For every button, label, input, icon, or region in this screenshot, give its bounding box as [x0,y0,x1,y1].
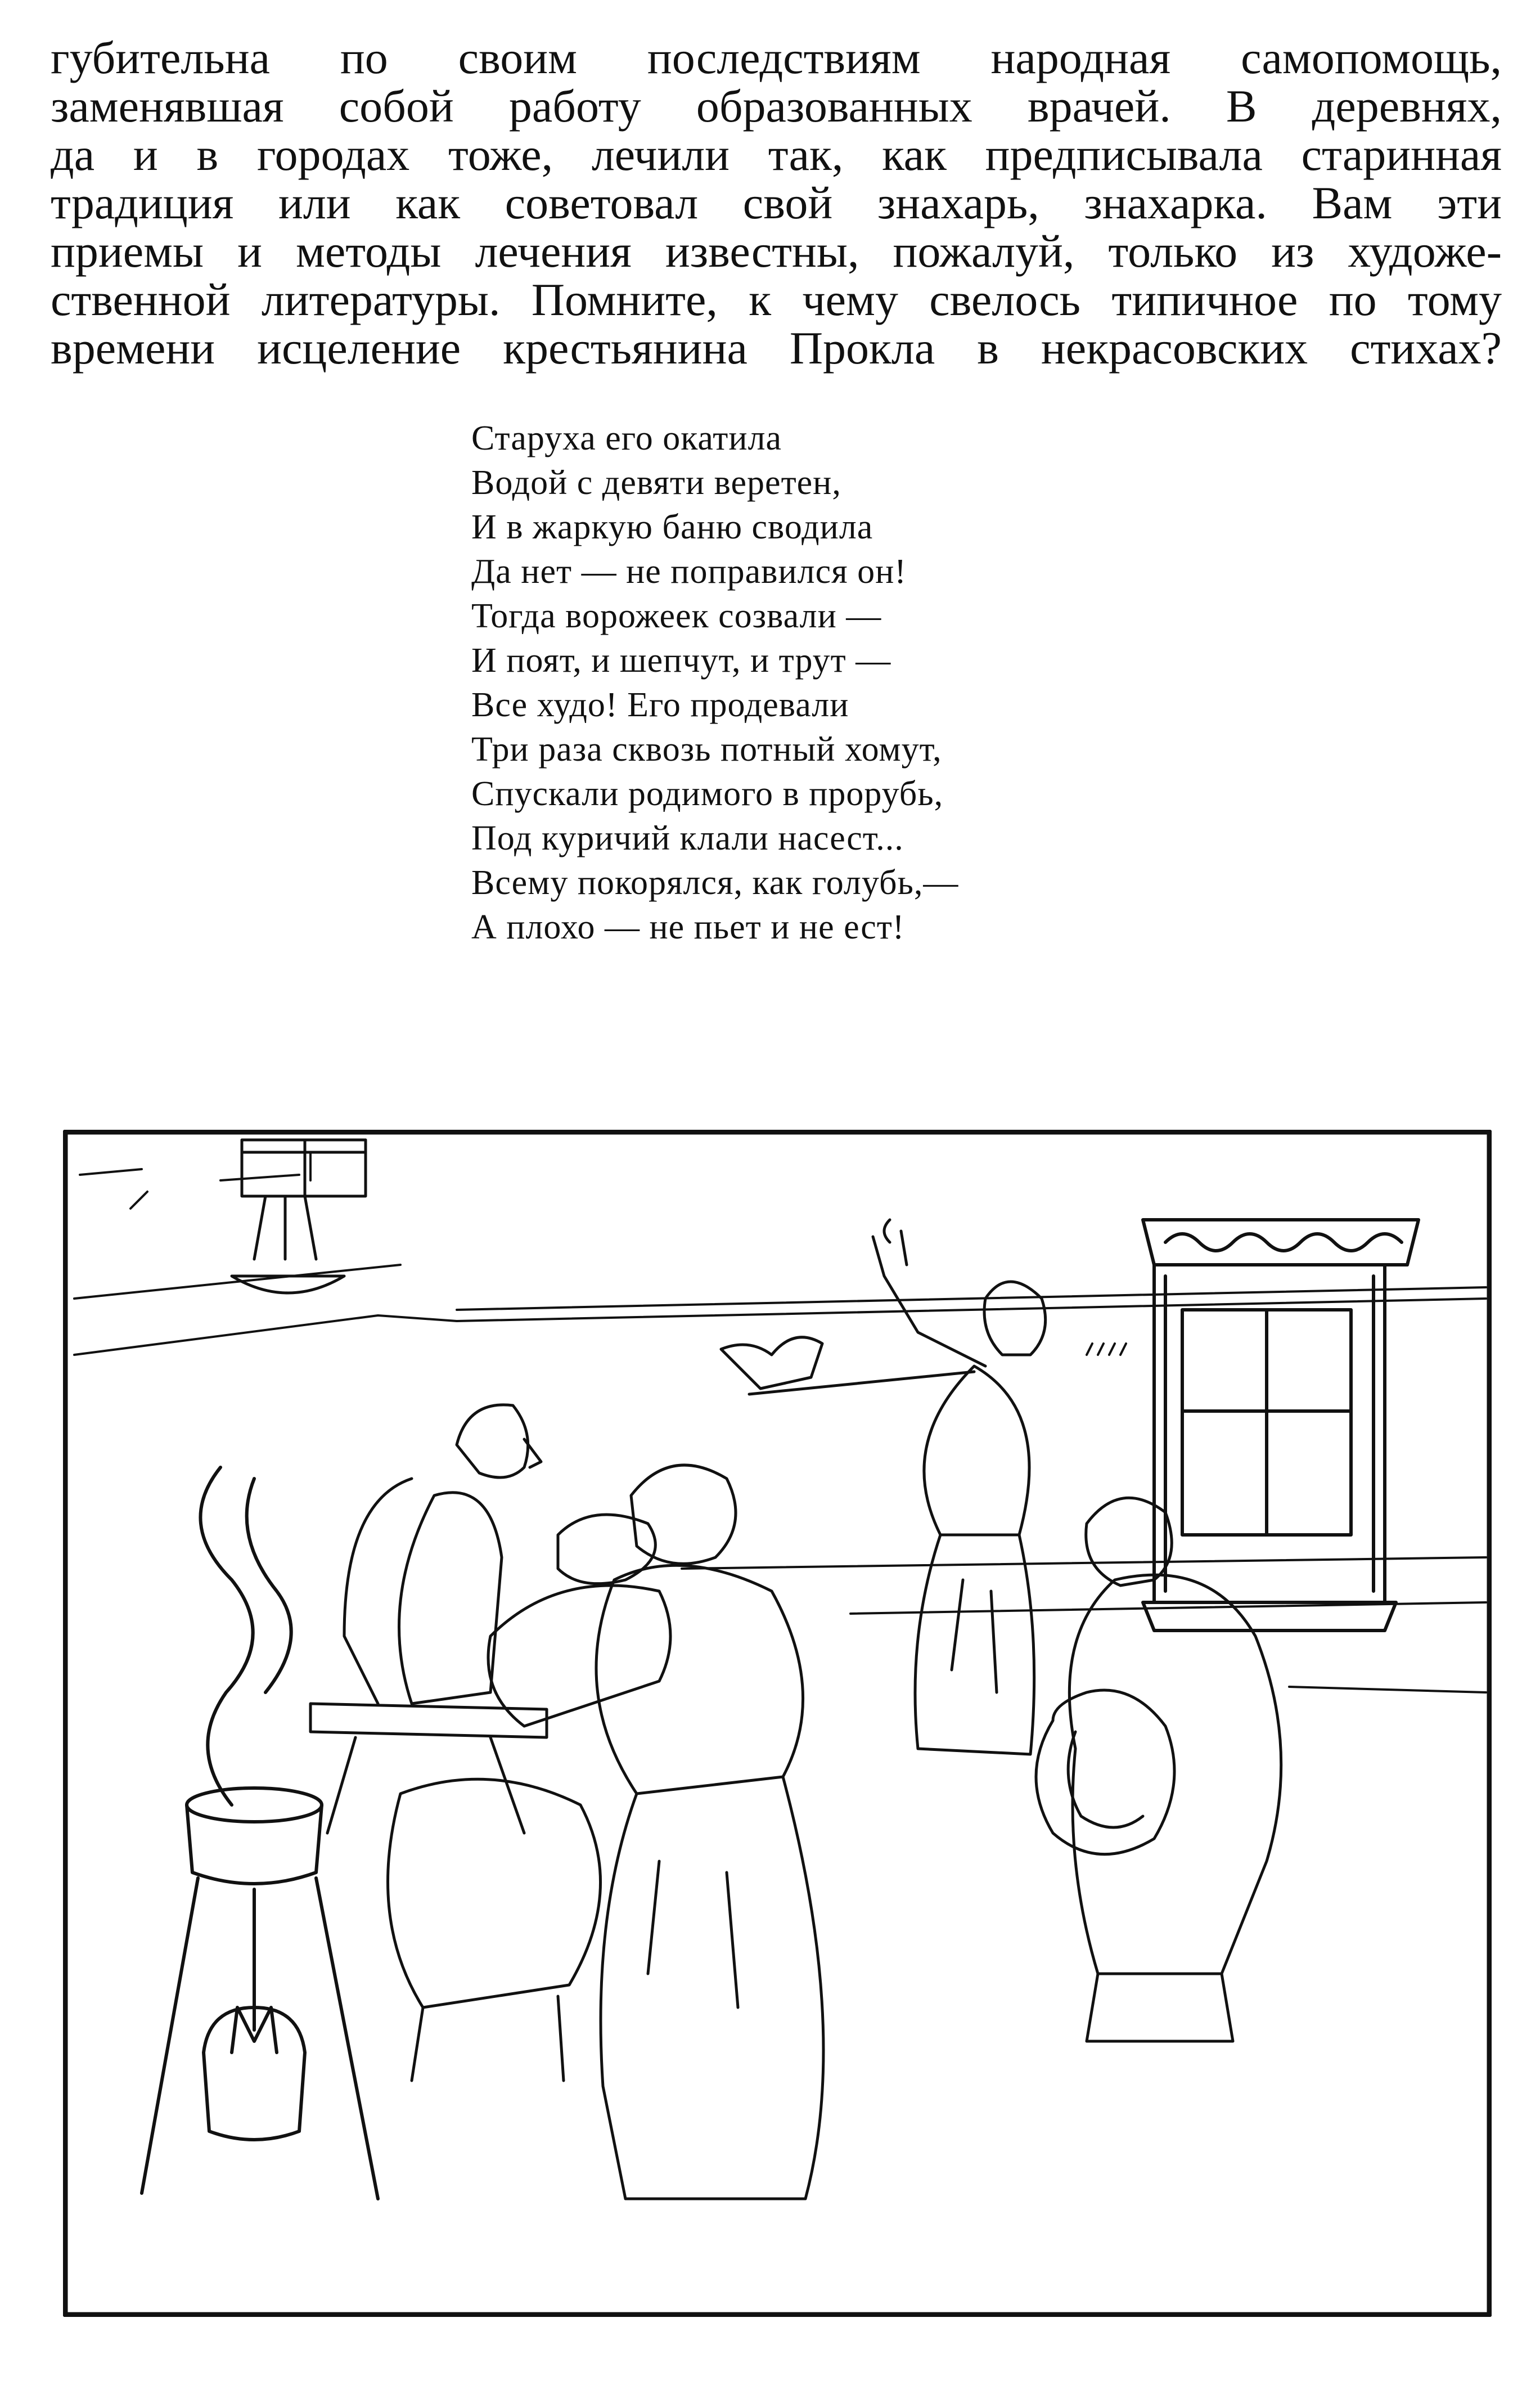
woman-with-collar [1036,1498,1281,2041]
prose-line: приемы и методы лечения известны, пожалуй, только из художе- [51,226,1502,277]
poem-line: Под куричий клали насест... [471,819,904,857]
illustration [63,1130,1492,2317]
prose-line: заменявшая собой работу образованных врачей. В деревнях, [51,80,1502,132]
poem-line: Тогда ворожеек созвали — [471,597,882,635]
prose-paragraph [51,34,1502,372]
prose-line: традиция или как советовал свой знахарь, знахарка. Вам эти [51,177,1502,228]
poem-line: Старуха его окатила [471,419,782,457]
prose-line: да и в городах тоже, лечили так, как предписывала старинная [51,129,1502,180]
poem-line: И в жаркую баню сводила [471,508,873,546]
window [1143,1220,1419,1631]
poem-line: Спускали родимого в прорубь, [471,775,944,813]
poem-line: Водой с девяти веретен, [471,464,841,502]
poem-line: Да нет — не поправился он! [471,553,907,591]
cooking-pot [142,1467,378,2199]
poem-line: Все худо! Его продевали [471,686,849,724]
poem-line: И поят, и шепчут, и трут — [471,641,891,680]
woman-center [388,1465,824,2199]
poem-line: Три раза сквозь потный хомут, [471,730,942,769]
poem-stanza [471,416,958,950]
prose-line: времени исцеление крестьянина Прокла в некрасовских стихах? [51,322,1502,374]
poem-line: Всему покорялся, как голубь,— [471,864,959,902]
sick-man [488,1515,670,1726]
prose-line: губительна по своим последствиям народная самопомощь, [51,32,1502,83]
prose-line: ственной литературы. Помните, к чему свелось типичное по тому [51,274,1502,325]
poem-line: А плохо — не пьет и не ест! [471,908,905,946]
